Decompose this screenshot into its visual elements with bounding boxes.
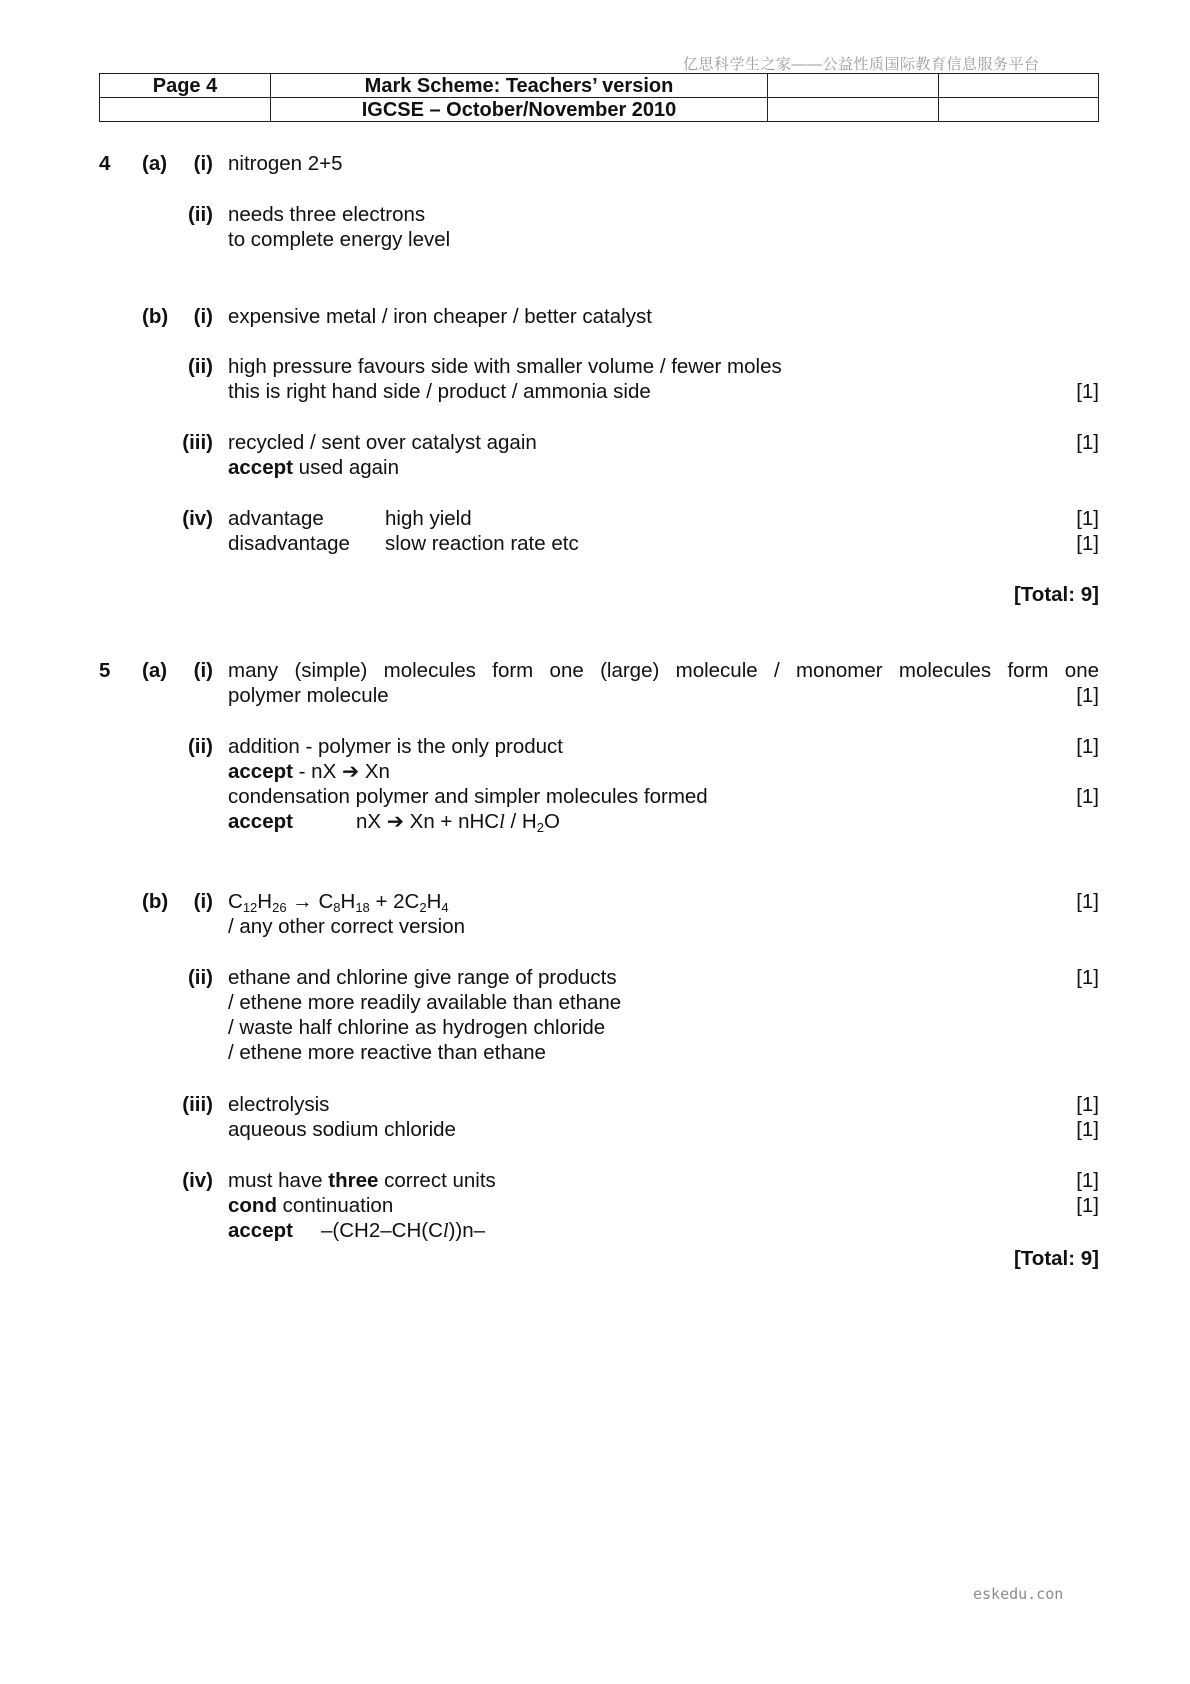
- answer-line: [228, 1168, 496, 1193]
- formula-part: l: [442, 1220, 449, 1242]
- equation-part: / H: [504, 810, 537, 833]
- mark: [1]: [1076, 1194, 1099, 1217]
- answer-text: electrolysis: [228, 1093, 330, 1116]
- header-table: [99, 73, 1099, 122]
- answer-text: condensation polymer and simpler molecules formed: [228, 785, 708, 808]
- answer-text: high yield: [385, 507, 472, 530]
- header-empty-cell: [939, 98, 1099, 122]
- mark: [1]: [1076, 1169, 1099, 1192]
- part-label: (a): [142, 659, 168, 682]
- formula: [321, 1218, 485, 1244]
- subpart-label: (ii): [187, 966, 213, 989]
- accept-line: [228, 759, 390, 784]
- equation: [228, 889, 449, 914]
- equation-part: nX ➔ Xn + nHC: [356, 810, 500, 833]
- mark: [1]: [1076, 966, 1099, 989]
- equation-subscript: 26: [272, 900, 287, 915]
- answer-text: needs three electrons: [228, 203, 426, 226]
- total: [Total: 9]: [1013, 1247, 1099, 1270]
- equation: [356, 809, 560, 835]
- header-empty-cell: [768, 98, 939, 122]
- watermark-top: 亿思科学生之家——公益性质国际教育信息服务平台: [683, 56, 1040, 73]
- subpart-label: (i): [193, 152, 213, 175]
- question-number: 4: [99, 152, 111, 175]
- mark: [1]: [1076, 431, 1099, 454]
- answer-text: must have: [228, 1169, 329, 1192]
- answer-text: - nX ➔ Xn: [292, 760, 390, 783]
- answer-text: nitrogen 2+5: [228, 152, 343, 175]
- mark: [1]: [1076, 890, 1099, 913]
- equation-part: → C: [286, 890, 334, 913]
- part-label: (b): [142, 305, 169, 328]
- answer-text: recycled / sent over catalyst again: [228, 431, 537, 454]
- part-label: (b): [142, 890, 169, 913]
- subpart-label: (i): [193, 659, 213, 682]
- equation-part: l: [499, 811, 505, 833]
- header-title: Mark Scheme: Teachers’ version: [271, 74, 768, 98]
- answer-text: polymer molecule: [228, 684, 389, 707]
- emphasis: three: [328, 1169, 379, 1192]
- answer-text: high pressure favours side with smaller volume / fewer moles: [228, 355, 782, 378]
- subpart-label: (i): [193, 890, 213, 913]
- answer-text: slow reaction rate etc: [385, 532, 579, 555]
- subpart-label: (iii): [182, 1093, 213, 1116]
- subpart-label: (ii): [187, 355, 213, 378]
- equation-part: H: [340, 890, 356, 913]
- accept-line: [228, 455, 399, 480]
- subpart-label: (i): [193, 305, 213, 328]
- equation-part: O: [543, 810, 560, 833]
- formula-part: ))n–: [448, 1219, 486, 1242]
- answer-text: this is right hand side / product / ammonia side: [228, 380, 651, 403]
- equation-part: H: [426, 890, 442, 913]
- question-number: 5: [99, 659, 111, 682]
- equation-part: C: [228, 890, 243, 913]
- answer-text: / ethene more reactive than ethane: [228, 1041, 546, 1064]
- answer-text: used again: [292, 456, 399, 479]
- accept-keyword: accept: [228, 760, 293, 783]
- answer-line: [228, 1193, 393, 1218]
- mark: [1]: [1076, 1118, 1099, 1141]
- answer-text: / any other correct version: [228, 915, 465, 938]
- subpart-label: (ii): [187, 735, 213, 758]
- header-page: Page 4: [100, 74, 271, 98]
- subpart-label: (iv): [182, 507, 213, 530]
- mark: [1]: [1076, 735, 1099, 758]
- equation-subscript: 8: [333, 900, 341, 915]
- header-empty-cell: [939, 74, 1099, 98]
- equation-subscript: 18: [355, 900, 370, 915]
- equation-part: + 2C: [369, 890, 420, 913]
- mark: [1]: [1076, 532, 1099, 555]
- answer-text: continuation: [276, 1194, 394, 1217]
- answer-label: disadvantage: [228, 532, 350, 555]
- subpart-label: (iii): [182, 431, 213, 454]
- total: [Total: 9]: [1013, 583, 1099, 606]
- header-empty-cell: [768, 74, 939, 98]
- formula-part: –(CH2–CH(C: [321, 1219, 443, 1242]
- answer-text: addition - polymer is the only product: [228, 735, 564, 758]
- answer-text: correct units: [378, 1169, 496, 1192]
- equation-subscript: 2: [419, 900, 427, 915]
- answer-text: aqueous sodium chloride: [228, 1118, 456, 1141]
- subpart-label: (iv): [182, 1169, 213, 1192]
- equation-subscript: 4: [441, 900, 449, 915]
- answer-text: many (simple) molecules form one (large) molecule / monomer molecules form one: [228, 659, 1099, 682]
- equation-part: H: [257, 890, 273, 913]
- mark: [1]: [1076, 1093, 1099, 1116]
- header-exam: IGCSE – October/November 2010: [271, 98, 768, 122]
- mark: [1]: [1076, 507, 1099, 530]
- accept-keyword: accept: [228, 1219, 293, 1242]
- accept-keyword: accept: [228, 456, 293, 479]
- answer-text: to complete energy level: [228, 228, 451, 251]
- header-empty-cell: [100, 98, 271, 122]
- answer-text: / ethene more readily available than ethane: [228, 991, 622, 1014]
- equation-subscript: 2: [536, 820, 544, 835]
- subpart-label: (ii): [187, 203, 213, 226]
- emphasis: cond: [228, 1194, 277, 1217]
- equation-subscript: 12: [242, 900, 258, 915]
- accept-keyword: accept: [228, 810, 293, 833]
- mark: [1]: [1076, 785, 1099, 808]
- answer-text: / waste half chlorine as hydrogen chloride: [228, 1016, 606, 1039]
- mark: [1]: [1076, 684, 1099, 707]
- part-label: (a): [142, 152, 168, 175]
- answer-label: advantage: [228, 507, 324, 530]
- answer-text: ethane and chlorine give range of products: [228, 966, 617, 989]
- answer-text: expensive metal / iron cheaper / better catalyst: [228, 305, 652, 328]
- mark: [1]: [1076, 380, 1099, 403]
- watermark-bottom: eskedu.con: [973, 1585, 1064, 1603]
